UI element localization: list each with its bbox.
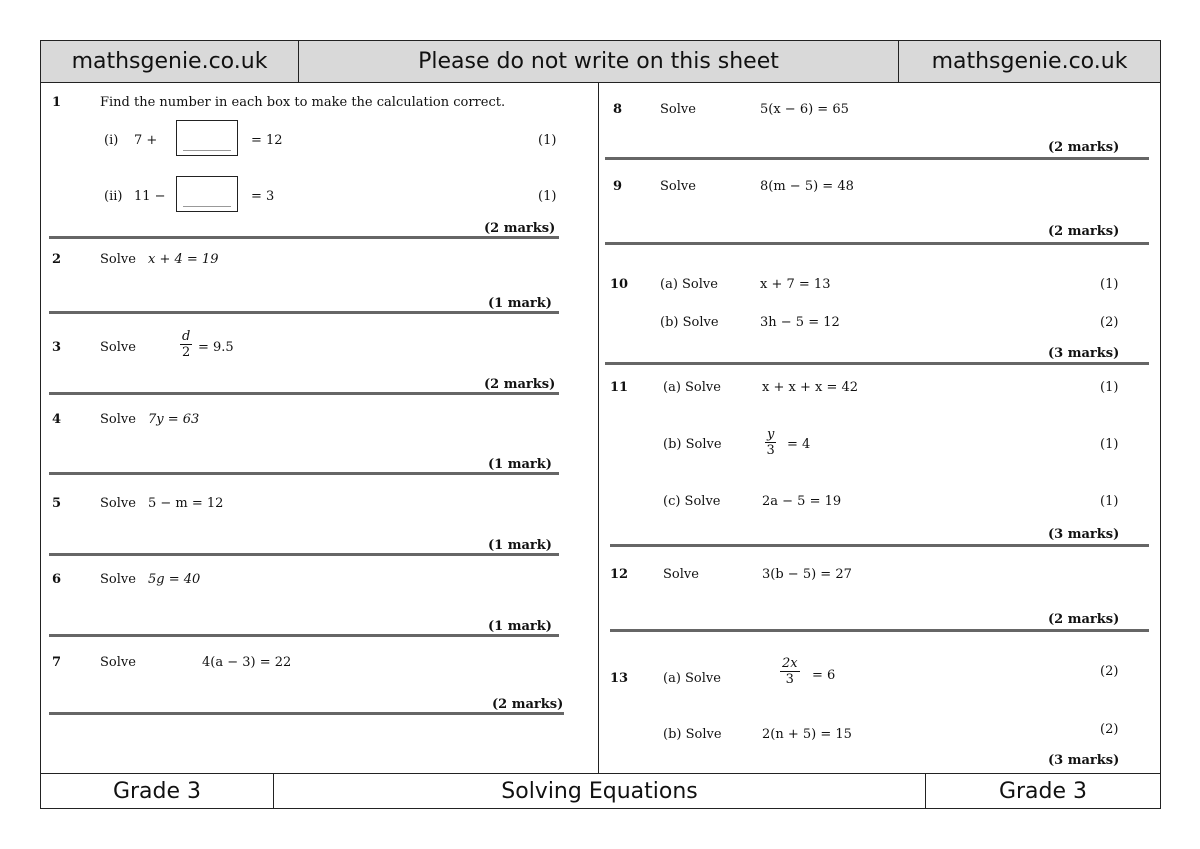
q11-number: 11	[610, 380, 629, 395]
header-left-site: mathsgenie.co.uk	[41, 41, 299, 82]
q11-a-marks: (1)	[1100, 380, 1119, 395]
q1-ii-marks: (1)	[538, 189, 557, 204]
q9-equation: 8(m − 5) = 48	[760, 179, 854, 194]
q2-equation: x + 4 = 19	[148, 252, 219, 267]
q4-number: 4	[52, 412, 62, 427]
footer-left-grade: Grade 3	[41, 774, 274, 809]
q3-denominator: 2	[182, 345, 191, 360]
q13-b-label: (b) Solve	[663, 727, 722, 742]
q1-number: 1	[52, 95, 62, 110]
q8-equation: 5(x − 6) = 65	[760, 102, 849, 117]
q13-b-marks: (2)	[1100, 722, 1119, 737]
q7-rule	[49, 712, 564, 715]
q12-number: 12	[610, 567, 629, 582]
q11-b-label: (b) Solve	[663, 437, 722, 452]
q1-i-right: = 12	[251, 133, 283, 148]
q7-marks: (2 marks)	[492, 697, 564, 712]
q13-a-marks: (2)	[1100, 664, 1119, 679]
q2-rule	[49, 311, 559, 314]
q1-i-marks: (1)	[538, 133, 557, 148]
q10-number: 10	[610, 277, 629, 292]
q11-total-marks: (3 marks)	[1048, 527, 1120, 542]
q10-b-marks: (2)	[1100, 315, 1119, 330]
q1-text: Find the number in each box to make the calculation correct.	[100, 95, 506, 110]
q8-number: 8	[613, 102, 623, 117]
q10-b-equation: 3h − 5 = 12	[760, 315, 840, 330]
q1-ii-answer-box	[176, 176, 238, 212]
q3-rhs: = 9.5	[198, 340, 234, 355]
q1-ii-label: (ii)	[104, 189, 123, 204]
q10-a-marks: (1)	[1100, 277, 1119, 292]
q13-a-fraction	[780, 656, 800, 687]
q11-a-label: (a) Solve	[663, 380, 721, 395]
q11-b-rhs: = 4	[787, 437, 811, 452]
q9-number: 9	[613, 179, 623, 194]
header-instruction: Please do not write on this sheet	[299, 41, 899, 82]
q4-rule	[49, 472, 559, 475]
q11-b-marks: (1)	[1100, 437, 1119, 452]
q8-rule	[605, 157, 1149, 160]
q3-number: 3	[52, 340, 62, 355]
q1-i-label: (i)	[104, 133, 119, 148]
footer-bar	[41, 773, 1160, 809]
q9-marks: (2 marks)	[1048, 224, 1120, 239]
q1-rule	[49, 236, 559, 239]
q10-total-marks: (3 marks)	[1048, 346, 1120, 361]
q2-solve: Solve	[100, 252, 136, 267]
q7-equation: 4(a − 3) = 22	[202, 655, 292, 670]
q13-a-denominator: 3	[785, 672, 794, 687]
q10-b-label: (b) Solve	[660, 315, 719, 330]
q2-marks: (1 mark)	[488, 296, 552, 311]
q13-total-marks: (3 marks)	[1048, 753, 1120, 768]
q5-solve: Solve	[100, 496, 136, 511]
q12-equation: 3(b − 5) = 27	[762, 567, 852, 582]
q3-marks: (2 marks)	[484, 377, 556, 392]
footer-topic: Solving Equations	[274, 774, 926, 809]
q8-marks: (2 marks)	[1048, 140, 1120, 155]
q12-solve: Solve	[663, 567, 699, 582]
q11-rule	[610, 544, 1149, 547]
q5-equation: 5 − m = 12	[148, 496, 224, 511]
q8-solve: Solve	[660, 102, 696, 117]
q13-a-numerator: 2x	[782, 656, 798, 671]
q1-total-marks: (2 marks)	[484, 221, 556, 236]
q7-solve: Solve	[100, 655, 136, 670]
footer-right-grade: Grade 3	[998, 779, 1088, 804]
q13-a-rhs: = 6	[812, 668, 836, 683]
q6-number: 6	[52, 572, 62, 587]
q3-numerator: d	[182, 329, 191, 344]
q11-c-marks: (1)	[1100, 494, 1119, 509]
q4-solve: Solve	[100, 412, 136, 427]
q11-c-label: (c) Solve	[663, 494, 721, 509]
q1-i-answer-box	[176, 120, 238, 156]
q1-i-left: 7 +	[134, 133, 158, 148]
q11-b-fraction	[765, 427, 776, 458]
q10-rule	[605, 362, 1149, 365]
header-bar	[41, 41, 1160, 83]
q11-b-denominator: 3	[766, 443, 775, 458]
q6-equation: 5g = 40	[148, 572, 201, 587]
q3-fraction	[180, 329, 192, 360]
q3-solve: Solve	[100, 340, 136, 355]
q11-b-numerator: y	[767, 427, 775, 442]
q13-a-label: (a) Solve	[663, 671, 721, 686]
q10-a-label: (a) Solve	[660, 277, 718, 292]
q6-rule	[49, 634, 559, 637]
q6-marks: (1 mark)	[488, 619, 552, 634]
q4-equation: 7y = 63	[148, 412, 200, 427]
q1-ii-left: 11 −	[134, 189, 166, 204]
q9-solve: Solve	[660, 179, 696, 194]
q13-number: 13	[610, 671, 629, 686]
header-right-site: mathsgenie.co.uk	[931, 49, 1128, 74]
column-divider	[598, 83, 599, 773]
q13-b-equation: 2(n + 5) = 15	[762, 727, 852, 742]
q7-number: 7	[52, 655, 62, 670]
q10-a-equation: x + 7 = 13	[760, 277, 831, 292]
q5-marks: (1 mark)	[488, 538, 552, 553]
q5-number: 5	[52, 496, 62, 511]
q5-rule	[49, 553, 559, 556]
q4-marks: (1 mark)	[488, 457, 552, 472]
q6-solve: Solve	[100, 572, 136, 587]
q12-rule	[610, 629, 1149, 632]
q9-rule	[605, 242, 1149, 245]
q1-ii-right: = 3	[251, 189, 275, 204]
q11-a-equation: x + x + x = 42	[762, 380, 859, 395]
q12-marks: (2 marks)	[1048, 612, 1120, 627]
q3-rule	[49, 392, 559, 395]
q2-number: 2	[52, 252, 62, 267]
q11-c-equation: 2a − 5 = 19	[762, 494, 842, 509]
